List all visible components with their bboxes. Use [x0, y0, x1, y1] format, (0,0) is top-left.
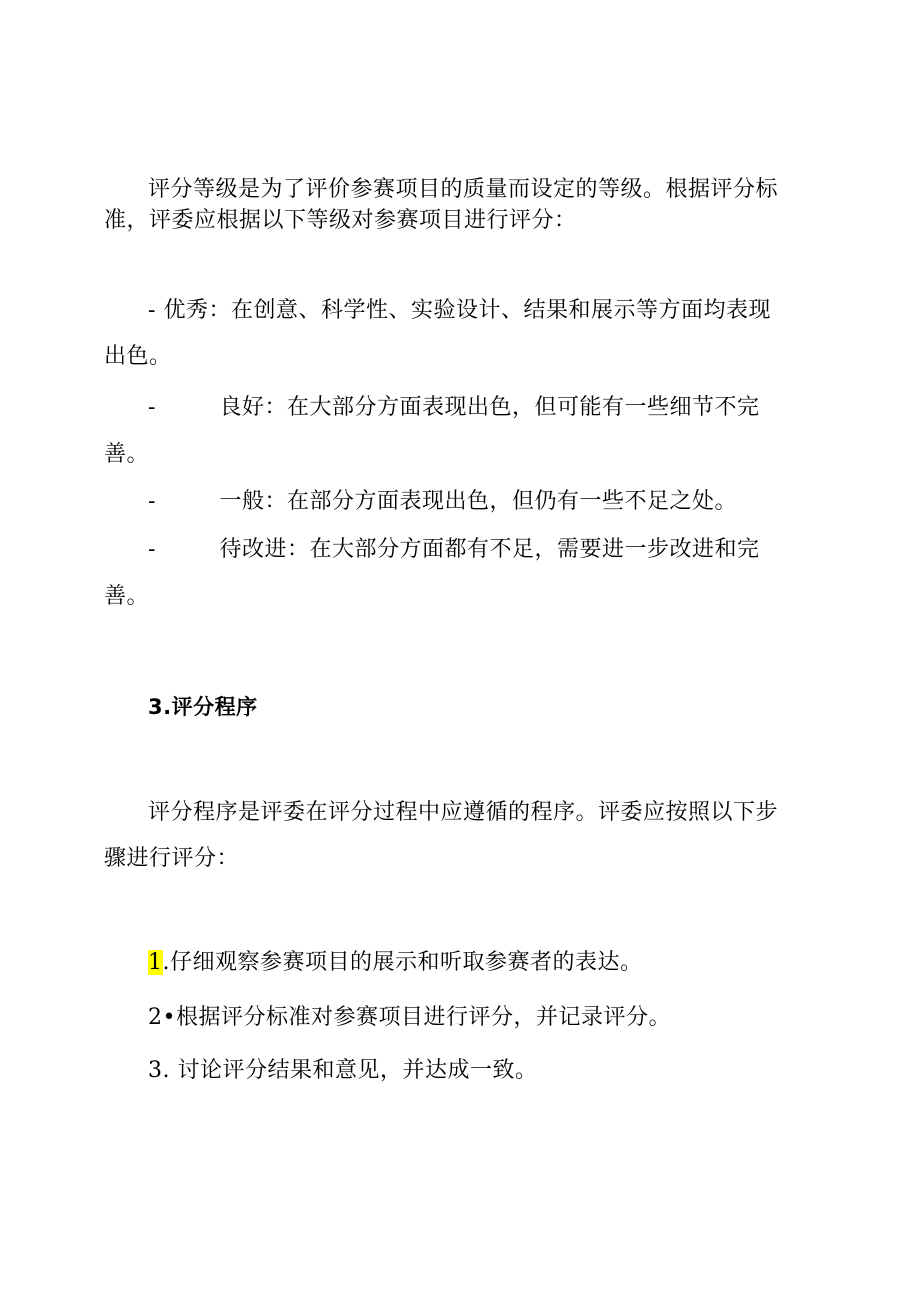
- list-dash: -: [148, 298, 156, 323]
- grade-good: [148, 393, 760, 423]
- section-3-para-line-1: 评分程序是评委在评分过程中应遵循的程序。评委应按照以下步: [148, 800, 779, 825]
- list-dash: -: [148, 489, 156, 514]
- section-3-title: 3.评分程序: [148, 695, 258, 719]
- step-text: 根据评分标准对参赛项目进行评分，并记录评分。: [175, 1005, 671, 1030]
- step-number: 2•: [148, 1005, 176, 1030]
- grade-improve: [148, 535, 760, 565]
- grade-good-cont: 善。: [104, 442, 150, 467]
- grade-label: 待改进：在大部分方面都有不足，需要进一步改进和完: [219, 537, 760, 562]
- intro-line-2: 准，评委应根据以下等级对参赛项目进行评分：: [104, 208, 577, 233]
- grade-label: 优秀：在创意、科学性、实验设计、结果和展示等方面均表现: [163, 298, 771, 323]
- step-number: 3.: [148, 1058, 170, 1083]
- grade-improve-cont: 善。: [104, 584, 150, 609]
- step-1: [148, 948, 643, 978]
- grade-excellent-cont: 出色。: [104, 344, 172, 369]
- grade-label: 一般：在部分方面表现出色，但仍有一些不足之处。: [219, 489, 738, 514]
- step-text: .仔细观察参赛项目的展示和听取参赛者的表达。: [162, 950, 643, 975]
- grade-average: [148, 487, 737, 517]
- step-text: 讨论评分结果和意见，并达成一致。: [170, 1058, 538, 1083]
- intro-line-1: 评分等级是为了评价参赛项目的质量而设定的等级。根据评分标: [148, 177, 779, 202]
- section-3-para-line-2: 骤进行评分：: [104, 846, 240, 871]
- list-dash: -: [148, 537, 156, 562]
- grade-excellent: [148, 296, 771, 326]
- grade-label: 良好：在大部分方面表现出色，但可能有一些细节不完: [219, 395, 760, 420]
- list-dash: -: [148, 395, 156, 420]
- step-2: [148, 1003, 671, 1033]
- step-3: [148, 1056, 538, 1086]
- highlighted-number: 1: [148, 950, 163, 975]
